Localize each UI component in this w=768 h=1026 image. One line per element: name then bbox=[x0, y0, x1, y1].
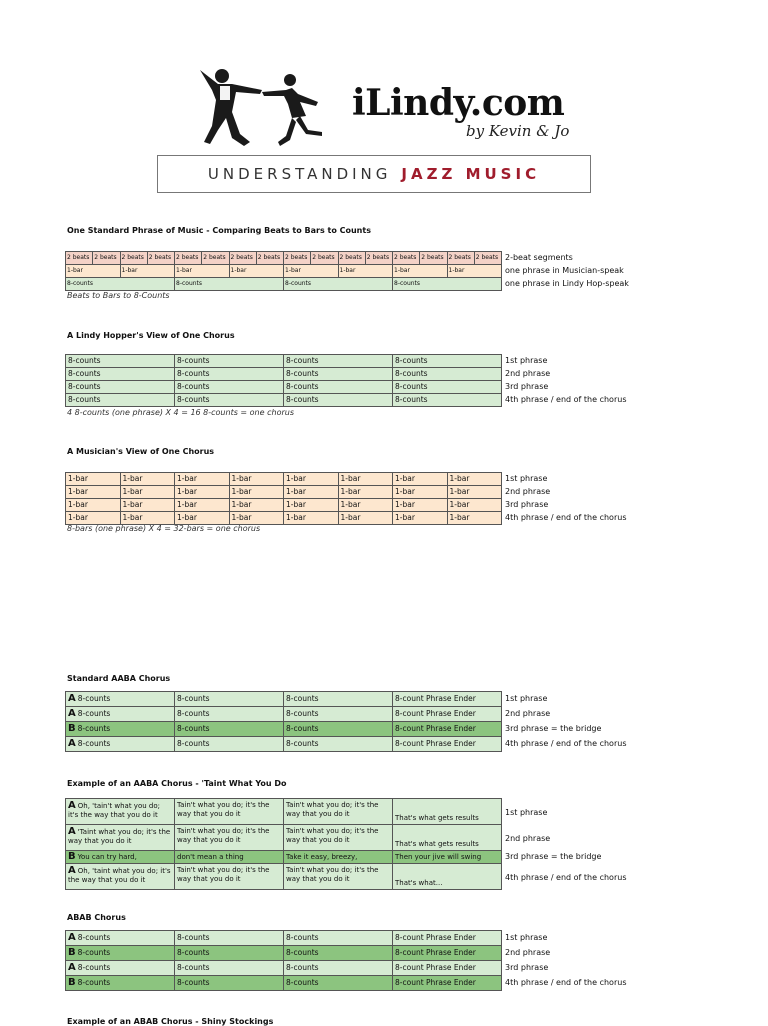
brand-name[interactable]: iLindy.com bbox=[352, 82, 565, 124]
cell-text: 8-counts bbox=[77, 694, 111, 703]
lyric-cell bbox=[66, 864, 175, 890]
count-cell: 8-counts bbox=[284, 961, 393, 976]
bar-cell: 1-bar bbox=[338, 265, 393, 278]
beat-cell: 2 beats bbox=[474, 252, 501, 265]
lyric-cell: Then your jive will swing bbox=[393, 851, 502, 864]
bar-cell: 1-bar bbox=[175, 499, 230, 512]
lyric-cell: That's what gets results bbox=[393, 799, 502, 825]
table-row bbox=[66, 486, 642, 499]
beat-cell: 2 beats bbox=[66, 252, 93, 265]
count-cell: 8-counts bbox=[66, 381, 175, 394]
count-cell: 8-counts bbox=[284, 722, 393, 737]
beats-table bbox=[65, 251, 642, 291]
section-letter: A bbox=[68, 738, 76, 749]
cell-text: 8-counts bbox=[77, 978, 111, 987]
count-cell: 8-counts bbox=[284, 278, 393, 291]
bar-cell: 1-bar bbox=[66, 473, 121, 486]
bar-cell: 1-bar bbox=[229, 512, 284, 525]
count-cell: 8-counts bbox=[66, 355, 175, 368]
bar-cell: 1-bar bbox=[66, 486, 121, 499]
bar-cell: 1-bar bbox=[393, 473, 448, 486]
count-cell: 8-count Phrase Ender bbox=[393, 707, 502, 722]
row-note: 4th phrase / end of the chorus bbox=[502, 864, 642, 890]
section-letter: A bbox=[68, 865, 76, 876]
section-title: Standard AABA Chorus bbox=[67, 674, 171, 683]
row-note: 1st phrase bbox=[502, 473, 642, 486]
row-note: 4th phrase / end of the chorus bbox=[502, 737, 642, 752]
beat-cell: 2 beats bbox=[420, 252, 447, 265]
row-note: 2nd phrase bbox=[502, 368, 642, 381]
bar-cell: 1-bar bbox=[447, 486, 502, 499]
count-cell: 8-counts bbox=[175, 722, 284, 737]
bar-cell: 1-bar bbox=[393, 512, 448, 525]
count-cell: 8-count Phrase Ender bbox=[393, 976, 502, 991]
bar-cell: 1-bar bbox=[393, 265, 448, 278]
bar-cell: 1-bar bbox=[120, 486, 175, 499]
table-row bbox=[66, 946, 642, 961]
bar-cell: 1-bar bbox=[120, 473, 175, 486]
count-cell: 8-counts bbox=[175, 368, 284, 381]
section-title: ABAB Chorus bbox=[67, 913, 126, 922]
bar-cell: 1-bar bbox=[229, 486, 284, 499]
table-row bbox=[66, 825, 642, 851]
table-row bbox=[66, 512, 642, 525]
bar-cell: 1-bar bbox=[447, 473, 502, 486]
section-letter: A bbox=[68, 932, 76, 943]
count-cell: 8-count Phrase Ender bbox=[393, 931, 502, 946]
count-cell: 8-counts bbox=[175, 355, 284, 368]
count-cell bbox=[66, 692, 175, 707]
row-note: 2nd phrase bbox=[502, 946, 642, 961]
count-cell: 8-counts bbox=[284, 976, 393, 991]
cell-text: You can try hard, bbox=[77, 853, 137, 861]
table-caption: 8-bars (one phrase) X 4 = 32-bars = one chorus bbox=[67, 524, 261, 533]
bar-cell: 1-bar bbox=[393, 486, 448, 499]
lyric-cell: That's what gets results bbox=[393, 825, 502, 851]
section-letter: A bbox=[68, 708, 76, 719]
count-cell: 8-counts bbox=[393, 278, 502, 291]
bar-cell: 1-bar bbox=[66, 265, 121, 278]
cell-text: Oh, 'tain't what you do; it's the way that you do it bbox=[68, 802, 160, 819]
bar-cell: 1-bar bbox=[284, 486, 339, 499]
lyric-cell: Take it easy, breezy, bbox=[284, 851, 393, 864]
count-cell: 8-counts bbox=[175, 707, 284, 722]
cell-text: 'Taint what you do; it's the way that you do it bbox=[68, 828, 171, 845]
row-note: 3rd phrase bbox=[502, 381, 642, 394]
lyric-cell: Tain't what you do; it's the way that you do it bbox=[175, 799, 284, 825]
musician-chorus-table bbox=[65, 472, 642, 525]
count-cell bbox=[66, 931, 175, 946]
count-cell: 8-counts bbox=[175, 931, 284, 946]
bar-cell: 1-bar bbox=[284, 265, 339, 278]
lyric-cell bbox=[66, 825, 175, 851]
table-row bbox=[66, 707, 642, 722]
beat-cell: 2 beats bbox=[338, 252, 365, 265]
aaba-example-table bbox=[65, 798, 642, 890]
row-note: 1st phrase bbox=[502, 692, 642, 707]
beat-cell: 2 beats bbox=[202, 252, 229, 265]
cell-text: 8-counts bbox=[77, 933, 111, 942]
abab-table bbox=[65, 930, 642, 991]
count-cell: 8-counts bbox=[284, 946, 393, 961]
section-letter: B bbox=[68, 723, 76, 734]
section-title: Example of an ABAB Chorus - Shiny Stockings bbox=[67, 1017, 274, 1026]
bar-cell: 1-bar bbox=[229, 473, 284, 486]
banner-prefix: UNDERSTANDING bbox=[207, 165, 392, 183]
count-cell: 8-counts bbox=[66, 394, 175, 407]
count-cell: 8-counts bbox=[175, 278, 284, 291]
bar-cell: 1-bar bbox=[447, 499, 502, 512]
bar-cell: 1-bar bbox=[447, 265, 502, 278]
count-cell: 8-counts bbox=[284, 368, 393, 381]
lindy-chorus-table bbox=[65, 354, 642, 407]
row-note: 3rd phrase bbox=[502, 961, 642, 976]
table-caption: Beats to Bars to 8-Counts bbox=[67, 291, 170, 300]
bar-cell: 1-bar bbox=[175, 486, 230, 499]
count-cell: 8-counts bbox=[284, 355, 393, 368]
lyric-cell: Tain't what you do; it's the way that you do it bbox=[284, 864, 393, 890]
beat-cell: 2 beats bbox=[120, 252, 147, 265]
lyric-cell: Tain't what you do; it's the way that you do it bbox=[284, 799, 393, 825]
row-note: one phrase in Lindy Hop-speak bbox=[502, 278, 642, 291]
bar-cell: 1-bar bbox=[338, 486, 393, 499]
beat-cell: 2 beats bbox=[447, 252, 474, 265]
counts-row bbox=[66, 278, 642, 291]
table-row bbox=[66, 976, 642, 991]
cell-text: 8-counts bbox=[77, 724, 111, 733]
count-cell: 8-counts bbox=[175, 381, 284, 394]
aaba-table bbox=[65, 691, 642, 752]
bars-row bbox=[66, 265, 642, 278]
count-cell bbox=[66, 976, 175, 991]
bar-cell: 1-bar bbox=[175, 265, 230, 278]
row-note: 2nd phrase bbox=[502, 486, 642, 499]
beat-cell: 2 beats bbox=[229, 252, 256, 265]
beat-cell: 2 beats bbox=[311, 252, 338, 265]
beat-cell: 2 beats bbox=[393, 252, 420, 265]
count-cell: 8-counts bbox=[175, 692, 284, 707]
section-letter: B bbox=[68, 851, 76, 862]
beat-cell: 2 beats bbox=[256, 252, 283, 265]
table-row bbox=[66, 473, 642, 486]
section-title: A Lindy Hopper's View of One Chorus bbox=[67, 331, 235, 340]
section-letter: A bbox=[68, 826, 76, 837]
bar-cell: 1-bar bbox=[284, 512, 339, 525]
count-cell: 8-counts bbox=[393, 355, 502, 368]
row-note: 3rd phrase = the bridge bbox=[502, 722, 642, 737]
dancers-logo-icon bbox=[192, 60, 332, 148]
count-cell: 8-count Phrase Ender bbox=[393, 961, 502, 976]
row-note: 1st phrase bbox=[502, 931, 642, 946]
table-row bbox=[66, 381, 642, 394]
lyric-cell: That's what... bbox=[393, 864, 502, 890]
count-cell bbox=[66, 961, 175, 976]
count-cell: 8-count Phrase Ender bbox=[393, 692, 502, 707]
section-letter: B bbox=[68, 977, 76, 988]
row-note: 3rd phrase bbox=[502, 499, 642, 512]
table-row bbox=[66, 931, 642, 946]
bar-cell: 1-bar bbox=[393, 499, 448, 512]
row-note: 1st phrase bbox=[502, 799, 642, 825]
bar-cell: 1-bar bbox=[120, 512, 175, 525]
bar-cell: 1-bar bbox=[338, 473, 393, 486]
section-letter: B bbox=[68, 947, 76, 958]
section-title: One Standard Phrase of Music - Comparing Beats to Bars to Counts bbox=[67, 226, 371, 235]
cell-text: 8-counts bbox=[77, 963, 111, 972]
beat-cell: 2 beats bbox=[284, 252, 311, 265]
lyric-cell: Tain't what you do; it's the way that you do it bbox=[175, 825, 284, 851]
bar-cell: 1-bar bbox=[120, 499, 175, 512]
count-cell: 8-count Phrase Ender bbox=[393, 722, 502, 737]
count-cell: 8-count Phrase Ender bbox=[393, 737, 502, 752]
lyric-cell: Tain't what you do; it's the way that you do it bbox=[284, 825, 393, 851]
table-row bbox=[66, 692, 642, 707]
cell-text: 8-counts bbox=[77, 948, 111, 957]
bar-cell: 1-bar bbox=[447, 512, 502, 525]
row-note: 2nd phrase bbox=[502, 825, 642, 851]
lyric-cell: don't mean a thing bbox=[175, 851, 284, 864]
row-note: 2-beat segments bbox=[502, 252, 642, 265]
count-cell: 8-counts bbox=[393, 368, 502, 381]
bar-cell: 1-bar bbox=[229, 265, 284, 278]
cell-text: Oh, 'taint what you do; it's the way that you do it bbox=[68, 867, 171, 884]
row-note: 4th phrase / end of the chorus bbox=[502, 976, 642, 991]
section-letter: A bbox=[68, 800, 76, 811]
beats-row bbox=[66, 252, 642, 265]
count-cell: 8-counts bbox=[284, 692, 393, 707]
bar-cell: 1-bar bbox=[66, 512, 121, 525]
bar-cell: 1-bar bbox=[338, 499, 393, 512]
count-cell: 8-counts bbox=[66, 368, 175, 381]
section-letter: A bbox=[68, 693, 76, 704]
title-banner bbox=[157, 155, 591, 193]
bar-cell: 1-bar bbox=[66, 499, 121, 512]
count-cell: 8-counts bbox=[393, 381, 502, 394]
table-row bbox=[66, 722, 642, 737]
row-note: 4th phrase / end of the chorus bbox=[502, 394, 642, 407]
count-cell bbox=[66, 737, 175, 752]
beat-cell: 2 beats bbox=[147, 252, 174, 265]
count-cell: 8-counts bbox=[175, 737, 284, 752]
section-title: A Musician's View of One Chorus bbox=[67, 447, 215, 456]
beat-cell: 2 beats bbox=[365, 252, 392, 265]
count-cell: 8-counts bbox=[284, 394, 393, 407]
cell-text: 8-counts bbox=[77, 709, 111, 718]
count-cell: 8-count Phrase Ender bbox=[393, 946, 502, 961]
bar-cell: 1-bar bbox=[284, 499, 339, 512]
table-row bbox=[66, 499, 642, 512]
bar-cell: 1-bar bbox=[175, 473, 230, 486]
count-cell bbox=[66, 707, 175, 722]
table-row bbox=[66, 737, 642, 752]
table-row bbox=[66, 394, 642, 407]
cell-text: 8-counts bbox=[77, 739, 111, 748]
lyric-cell: Tain't what you do; it's the way that you do it bbox=[175, 864, 284, 890]
count-cell: 8-counts bbox=[66, 278, 175, 291]
section-letter: A bbox=[68, 962, 76, 973]
section-title: Example of an AABA Chorus - 'Taint What You Do bbox=[67, 779, 287, 788]
beat-cell: 2 beats bbox=[93, 252, 120, 265]
count-cell: 8-counts bbox=[175, 976, 284, 991]
row-note: 3rd phrase = the bridge bbox=[502, 851, 642, 864]
table-row bbox=[66, 851, 642, 864]
table-row bbox=[66, 799, 642, 825]
lyric-cell bbox=[66, 851, 175, 864]
count-cell: 8-counts bbox=[175, 961, 284, 976]
bar-cell: 1-bar bbox=[284, 473, 339, 486]
count-cell: 8-counts bbox=[284, 707, 393, 722]
beat-cell: 2 beats bbox=[175, 252, 202, 265]
brand-byline: by Kevin & Jo bbox=[466, 122, 570, 140]
count-cell bbox=[66, 946, 175, 961]
bar-cell: 1-bar bbox=[120, 265, 175, 278]
table-row bbox=[66, 355, 642, 368]
page-header bbox=[0, 0, 768, 200]
table-row bbox=[66, 368, 642, 381]
row-note: 1st phrase bbox=[502, 355, 642, 368]
count-cell: 8-counts bbox=[175, 946, 284, 961]
count-cell: 8-counts bbox=[393, 394, 502, 407]
banner-accent: JAZZ MUSIC bbox=[401, 165, 541, 183]
count-cell: 8-counts bbox=[284, 737, 393, 752]
table-row bbox=[66, 864, 642, 890]
row-note: 4th phrase / end of the chorus bbox=[502, 512, 642, 525]
table-row bbox=[66, 961, 642, 976]
bar-cell: 1-bar bbox=[229, 499, 284, 512]
table-caption: 4 8-counts (one phrase) X 4 = 16 8-counts = one chorus bbox=[67, 408, 294, 417]
row-note: 2nd phrase bbox=[502, 707, 642, 722]
bar-cell: 1-bar bbox=[175, 512, 230, 525]
count-cell bbox=[66, 722, 175, 737]
bar-cell: 1-bar bbox=[338, 512, 393, 525]
lyric-cell bbox=[66, 799, 175, 825]
count-cell: 8-counts bbox=[284, 381, 393, 394]
count-cell: 8-counts bbox=[175, 394, 284, 407]
count-cell: 8-counts bbox=[284, 931, 393, 946]
row-note: one phrase in Musician-speak bbox=[502, 265, 642, 278]
